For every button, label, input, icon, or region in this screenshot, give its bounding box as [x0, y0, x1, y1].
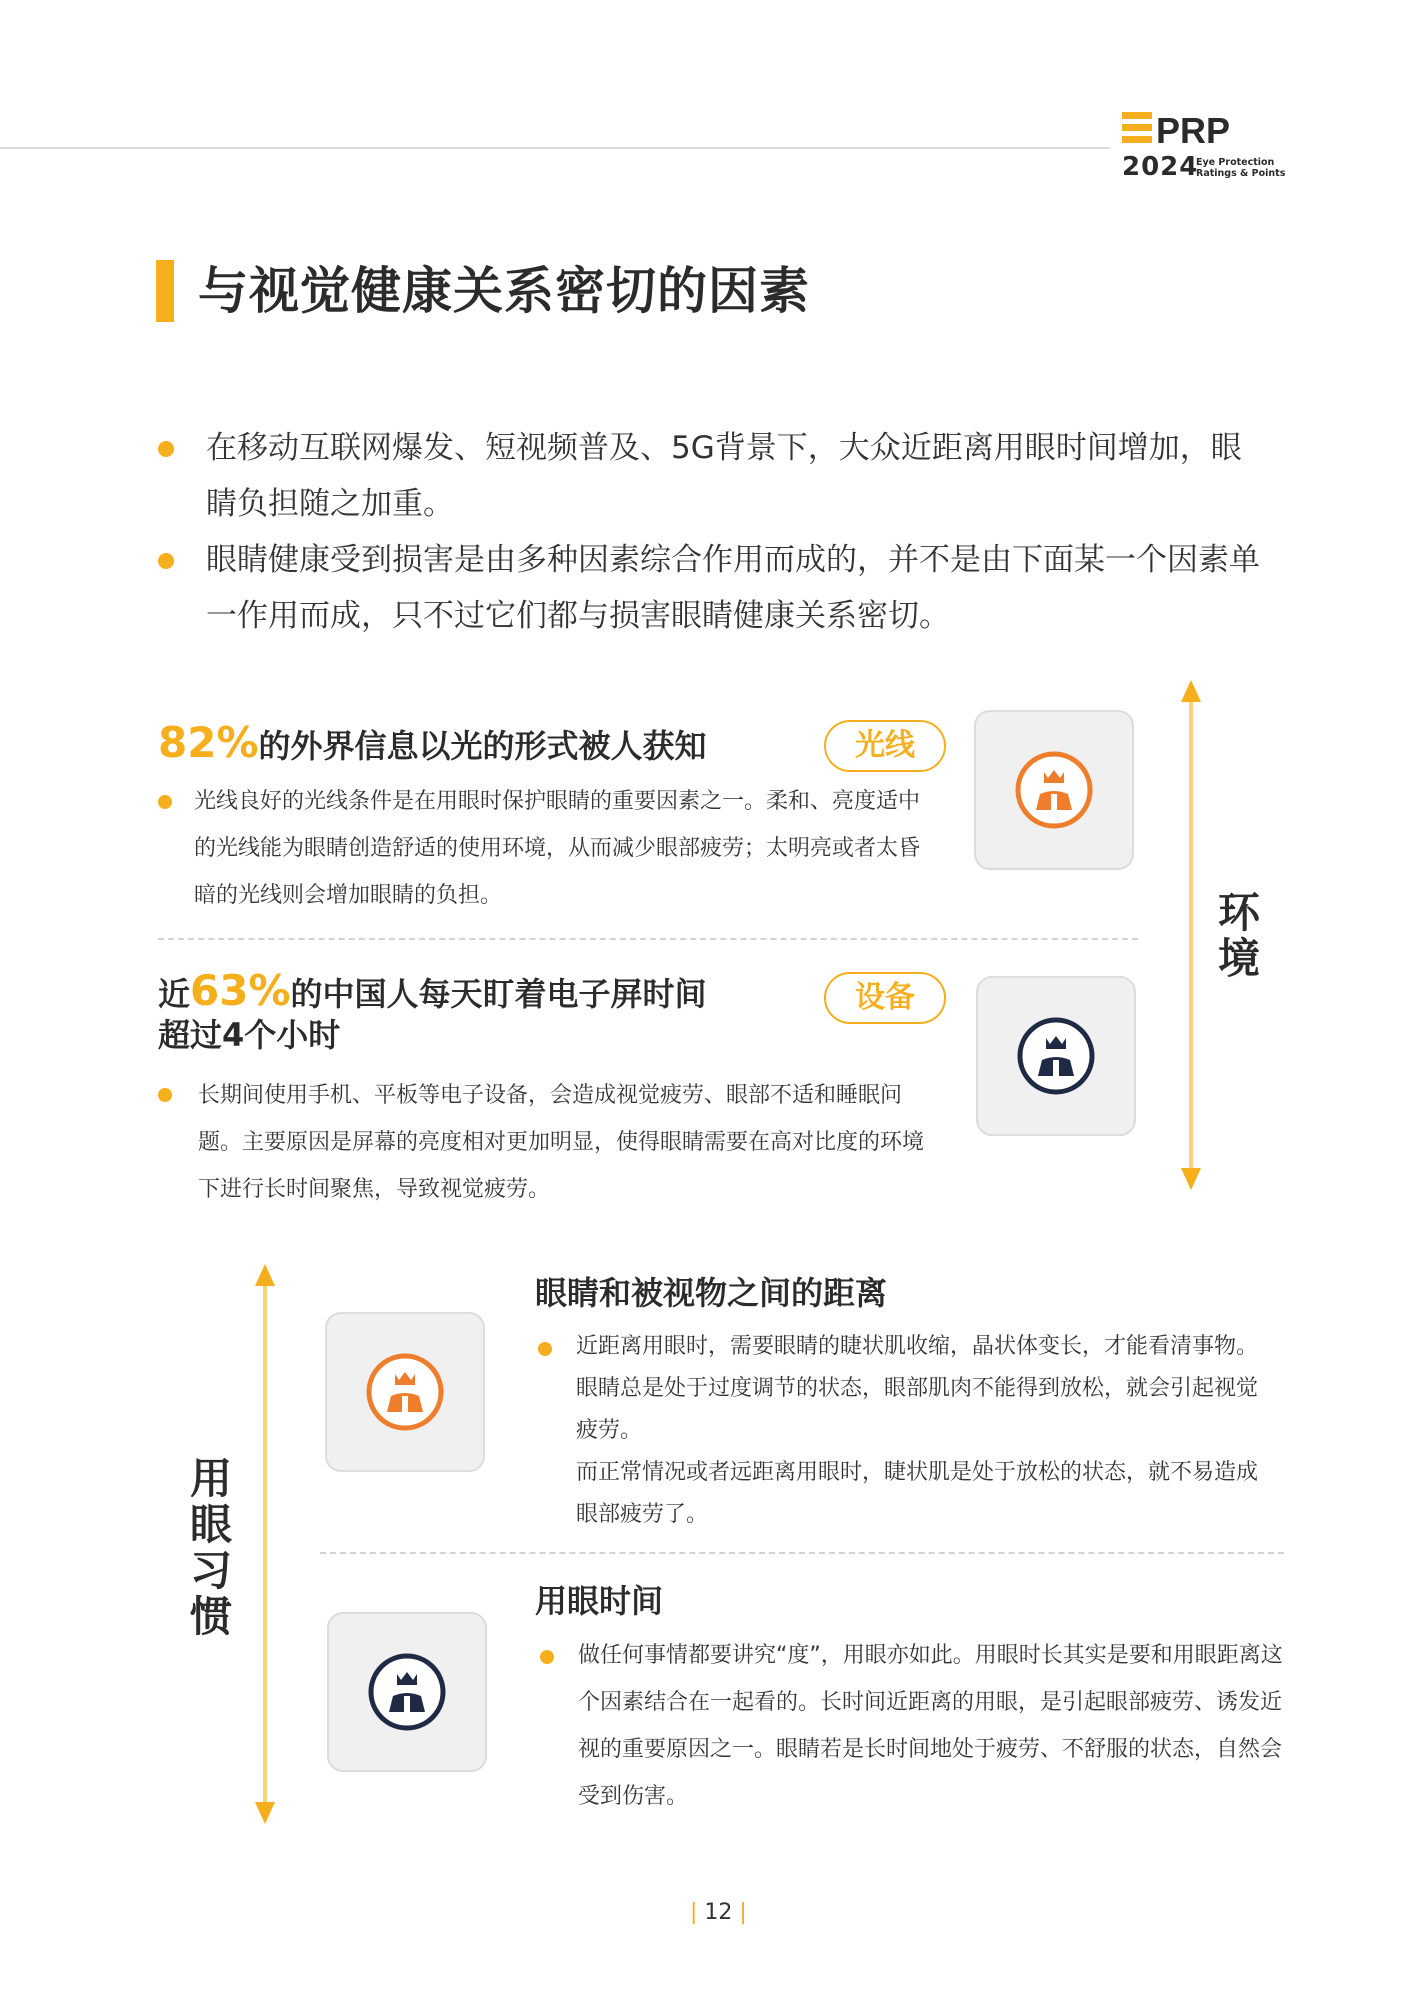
distance-icon-card [325, 1312, 485, 1472]
section-divider [320, 1552, 1284, 1554]
page-title: 与视觉健康关系密切的因素 [198, 262, 810, 320]
light-icon-card [974, 710, 1134, 870]
crowned-person-icon [365, 1352, 445, 1432]
habits-label: 用眼习惯 [189, 1454, 232, 1641]
environment-label: 环境 [1217, 888, 1260, 983]
device-icon-card [976, 976, 1136, 1136]
logo-year: 2024 [1122, 152, 1199, 182]
light-heading: 82%的外界信息以光的形式被人获知 [158, 718, 707, 767]
bullet-dot [158, 1088, 172, 1102]
title-accent-bar [156, 260, 174, 322]
device-body: 长期间使用手机、平板等电子设备，会造成视觉疲劳、眼部不适和睡眠问题。主要原因是屏幕的亮度相对更加明显，使得眼睛需要在高对比度的环境下进行长时间聚焦，导致视觉疲劳。 [198, 1083, 925, 1202]
crowned-person-icon [367, 1652, 447, 1732]
page-number: | 12 | [690, 1900, 747, 1925]
bullet-dot [158, 441, 174, 457]
time-icon-card [327, 1612, 487, 1772]
bullet-dot [540, 1650, 554, 1664]
intro-bullet-2: 眼睛健康受到损害是由多种因素综合作用而成的，并不是由下面某一个因素单一作用而成，只不过它们都与损害眼睛健康关系密切。 [158, 532, 1268, 644]
svg-text:PRP: PRP [1156, 112, 1231, 151]
tag-light: 光线 [824, 720, 946, 772]
header-divider [0, 147, 1110, 149]
crowned-person-icon [1014, 750, 1094, 830]
intro-bullet-1: 在移动互联网爆发、短视频普及、5G背景下，大众近距离用眼时间增加，眼睛负担随之加重。 [158, 420, 1268, 532]
device-heading: 近63%的中国人每天盯着电子屏时间 [158, 966, 707, 1015]
tag-device: 设备 [824, 972, 946, 1024]
time-body: 做任何事情都要讲究“度”，用眼亦如此。用眼时长其实是要和用眼距离这个因素结合在一起看的。长时间近距离的用眼，是引起眼部疲劳、诱发近视的重要原因之一。眼睛若是长时间地处于疲劳、不舒服的状态，自然会受到伤害。 [578, 1643, 1283, 1809]
environment-arrow [1176, 680, 1206, 1190]
bullet-dot [158, 795, 172, 809]
crowned-person-icon [1016, 1016, 1096, 1096]
logo-subtitle: Eye Protection Ratings & Points [1196, 157, 1286, 179]
light-body: 光线良好的光线条件是在用眼时保护眼睛的重要因素之一。柔和、亮度适中的光线能为眼睛创造舒适的使用环境，从而减少眼部疲劳；太明亮或者太昏暗的光线则会增加眼睛的负担。 [194, 789, 921, 908]
bullet-dot [538, 1342, 552, 1356]
habits-arrow [250, 1264, 280, 1824]
distance-heading: 眼睛和被视物之间的距离 [535, 1274, 888, 1312]
bullet-dot [158, 553, 174, 569]
device-heading-line2: 超过4个小时 [158, 1016, 341, 1054]
time-heading: 用眼时间 [535, 1582, 664, 1620]
section-divider [158, 938, 1138, 940]
distance-body: 近距离用眼时，需要眼睛的睫状肌收缩，晶状体变长，才能看清事物。眼睛总是处于过度调节的状态，眼部肌肉不能得到放松，就会引起视觉疲劳。 而正常情况或者远距离用眼时，睫状肌是处于放松的状态，就不易造成眼部疲劳了。 [576, 1334, 1259, 1527]
